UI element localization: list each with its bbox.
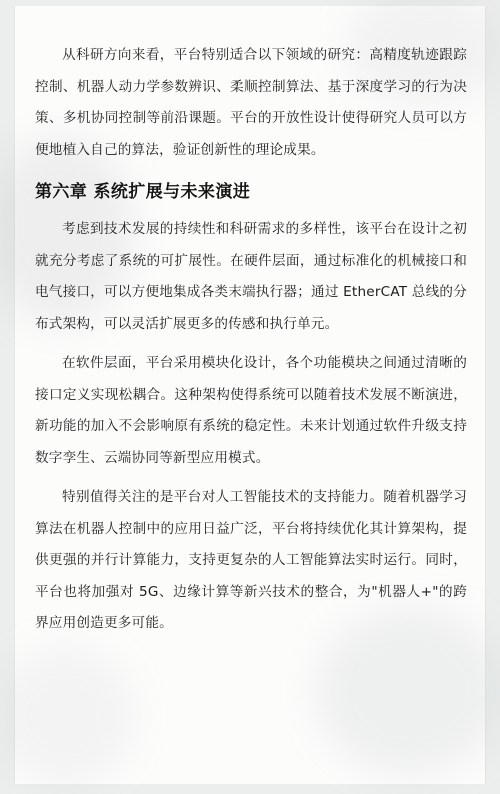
body-paragraph: 特别值得关注的是平台对人工智能技术的支持能力。随着机器学习算法在机器人控制中的应用日益广泛，平台将持续优化其计算架构，提供更强的并行计算能力，支持更复杂的人工智能算法实时运行。同时，平台也将加强对 5G、边缘计算等新兴技术的整合，为"机器人+"的跨界应用创造更多可能。 bbox=[35, 489, 467, 631]
document-page bbox=[14, 6, 486, 784]
body-paragraph: 从科研方向来看，平台特别适合以下领域的研究：高精度轨迹跟踪控制、机器人动力学参数辨识、柔顺控制算法、基于深度学习的行为决策、多机协同控制等前沿课题。平台的开放性设计使得研究人员可以方便地植入自己的算法，验证创新性的理论成果。 bbox=[35, 47, 467, 158]
chapter-heading: 第六章 系统扩展与未来演进 bbox=[35, 182, 251, 202]
body-paragraph: 考虑到技术发展的持续性和科研需求的多样性，该平台在设计之初就充分考虑了系统的可扩展性。在硬件层面，通过标准化的机械接口和电气接口，可以方便地集成各类末端执行器；通过 EtherCAT 总线的分布式架构，可以灵活扩展更多的传感和执行单元。 bbox=[35, 221, 467, 332]
background-ink-wash bbox=[0, 646, 135, 786]
document-body bbox=[35, 40, 467, 640]
body-paragraph: 在软件层面，平台采用模块化设计，各个功能模块之间通过清晰的接口定义实现松耦合。这种架构使得系统可以随着技术发展不断演进，新功能的加入不会影响原有系统的稳定性。未来计划通过软件升级支持数字孪生、云端协同等新型应用模式。 bbox=[35, 355, 467, 466]
